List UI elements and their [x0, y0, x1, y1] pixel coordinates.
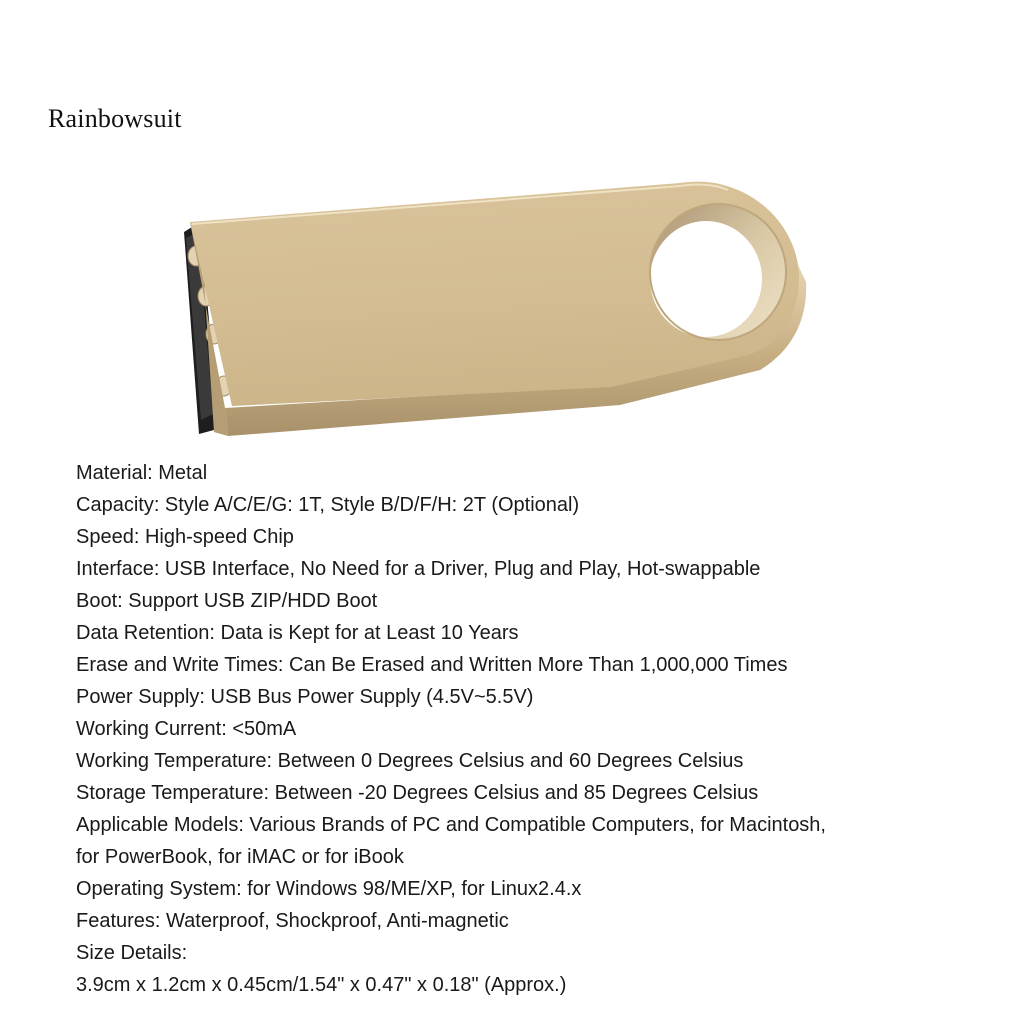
spec-line: Applicable Models: Various Brands of PC and Compatible Computers, for Macintosh,	[76, 814, 826, 836]
spec-line: for PowerBook, for iMAC or for iBook	[76, 846, 404, 868]
spec-line: Material: Metal	[76, 462, 208, 484]
spec-line: Working Current: <50mA	[76, 718, 297, 740]
spec-line: Working Temperature: Between 0 Degrees Celsius and 60 Degrees Celsius	[76, 750, 744, 772]
spec-line: Erase and Write Times: Can Be Erased and Written More Than 1,000,000 Times	[76, 654, 788, 676]
spec-line: Features: Waterproof, Shockproof, Anti-magnetic	[76, 910, 509, 932]
spec-list	[76, 457, 976, 1001]
spec-line: Capacity: Style A/C/E/G: 1T, Style B/D/F/H: 2T (Optional)	[76, 494, 580, 516]
spec-line: Data Retention: Data is Kept for at Least 10 Years	[76, 622, 519, 644]
usb-flash-drive-icon	[0, 0, 1024, 460]
spec-line: Power Supply: USB Bus Power Supply (4.5V~5.5V)	[76, 686, 534, 708]
spec-line: Interface: USB Interface, No Need for a Driver, Plug and Play, Hot-swappable	[76, 558, 761, 580]
spec-line: 3.9cm x 1.2cm x 0.45cm/1.54" x 0.47" x 0.18" (Approx.)	[76, 974, 567, 996]
spec-line: Size Details:	[76, 942, 188, 964]
brand-watermark: Rainbowsuit	[48, 104, 182, 133]
spec-line: Boot: Support USB ZIP/HDD Boot	[76, 590, 378, 612]
spec-line: Operating System: for Windows 98/ME/XP, for Linux2.4.x	[76, 878, 582, 900]
spec-line: Storage Temperature: Between -20 Degrees Celsius and 85 Degrees Celsius	[76, 782, 759, 804]
spec-line: Speed: High-speed Chip	[76, 526, 294, 548]
